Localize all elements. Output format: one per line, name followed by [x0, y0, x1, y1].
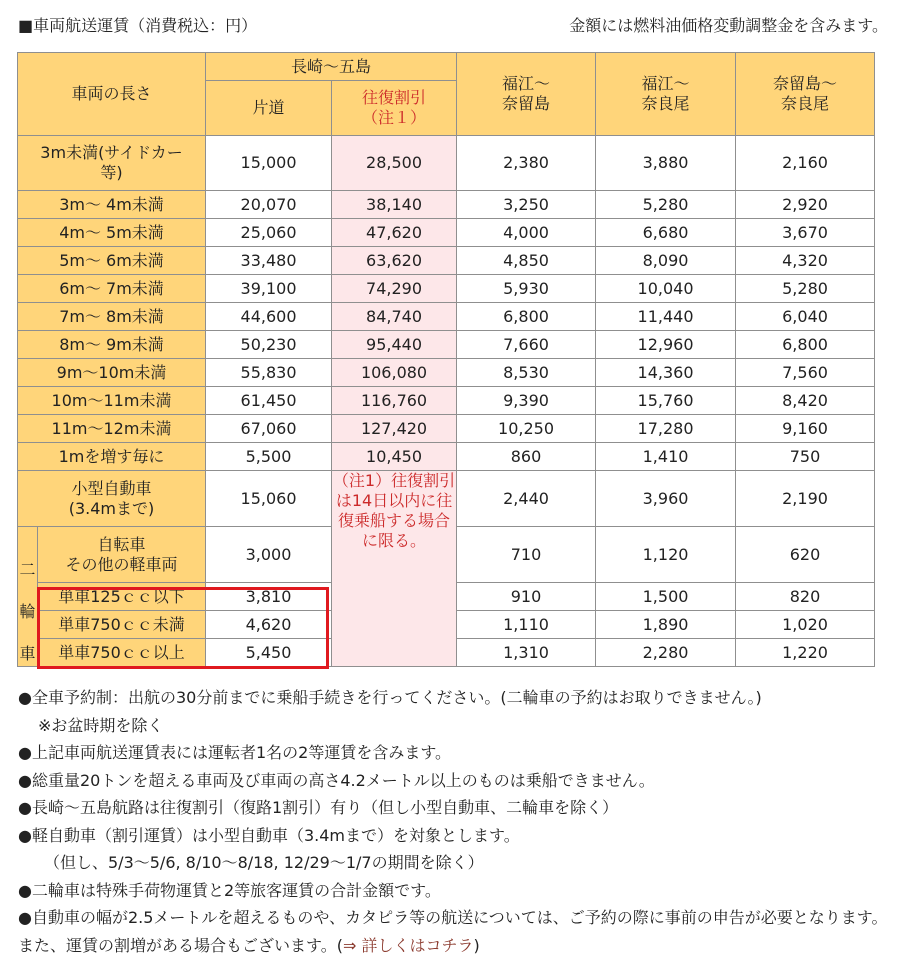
note-reservation: ●全車予約制：出航の30分前までに乗船手続きを行ってください。(二輪車の予約はお取りできません。): [18, 688, 762, 707]
naru-nara-cell: 6,040: [736, 303, 875, 331]
oneway-cell: 44,600: [206, 303, 332, 331]
fukue-nara-cell: 15,760: [596, 387, 736, 415]
fukue-nara-cell: 2,280: [596, 639, 736, 667]
round-trip-cell: 10,450: [332, 443, 457, 471]
table-row: [18, 247, 875, 275]
row-label-bicycle: 自転車 その他の軽車両: [38, 527, 206, 583]
row-label: 11m〜12m未満: [18, 415, 206, 443]
fukue-nara-cell: 1,890: [596, 611, 736, 639]
details-link[interactable]: ⇒ 詳しくはコチラ: [342, 935, 474, 955]
fukue-naru-cell: 1,110: [457, 611, 596, 639]
fukue-nara-cell: 1,120: [596, 527, 736, 583]
oneway-cell: 5,450: [206, 639, 332, 667]
fuel-surcharge-note: 金額には燃料油価格変動調整金を含みます。: [569, 16, 888, 35]
row-label: 6m〜 7m未満: [18, 275, 206, 303]
header-vehicle-length: 車両の長さ: [18, 53, 206, 136]
arrow-icon: ⇒: [342, 935, 362, 955]
fukue-naru-cell: 7,660: [457, 331, 596, 359]
oneway-cell: 61,450: [206, 387, 332, 415]
fukue-naru-cell: 5,930: [457, 275, 596, 303]
naru-nara-cell: 820: [736, 583, 875, 611]
table-row: [18, 136, 875, 191]
row-label: 4m〜 5m未満: [18, 219, 206, 247]
header-naru-nara: 奈留島〜 奈良尾: [736, 53, 875, 136]
oneway-cell: 3,000: [206, 527, 332, 583]
notes-list: [18, 684, 898, 959]
table-row: [18, 275, 875, 303]
fukue-nara-cell: 5,280: [596, 191, 736, 219]
oneway-cell: 3,810: [206, 583, 332, 611]
header-fukue-naru: 福江〜 奈留島: [457, 53, 596, 136]
naru-nara-cell: 1,020: [736, 611, 875, 639]
two-wheel-label: 二 輪 車: [18, 527, 38, 667]
fukue-naru-cell: 2,380: [457, 136, 596, 191]
header-fukue-nara: 福江〜 奈良尾: [596, 53, 736, 136]
table-row: [18, 359, 875, 387]
round-trip-cell: 106,080: [332, 359, 457, 387]
fukue-nara-cell: 8,090: [596, 247, 736, 275]
oneway-cell: 15,000: [206, 136, 332, 191]
round-trip-cell: 116,760: [332, 387, 457, 415]
note-weight-limit: ●総重量20トンを超える車両及び車両の高さ4.2メートル以上のものは乗船できません。: [18, 770, 655, 790]
naru-nara-cell: 8,420: [736, 387, 875, 415]
fukue-naru-cell: 860: [457, 443, 596, 471]
fukue-nara-cell: 17,280: [596, 415, 736, 443]
table-row: [18, 443, 875, 471]
note-obon: ※お盆時期を除く: [38, 715, 164, 735]
naru-nara-cell: 750: [736, 443, 875, 471]
fukue-naru-cell: 3,250: [457, 191, 596, 219]
oneway-cell: 55,830: [206, 359, 332, 387]
note-round-trip: ●長崎〜五島航路は往復割引（復路1割引）有り（但し小型自動車、二輪車を除く）: [18, 798, 619, 817]
fukue-naru-cell: 2,440: [457, 471, 596, 527]
header: [0, 0, 900, 52]
row-label: 8m〜 9m未満: [18, 331, 206, 359]
row-label: 9m〜10m未満: [18, 359, 206, 387]
header-oneway: 片道: [206, 81, 332, 136]
fukue-naru-cell: 10,250: [457, 415, 596, 443]
oneway-cell: 5,500: [206, 443, 332, 471]
oneway-cell: 39,100: [206, 275, 332, 303]
fukue-nara-cell: 14,360: [596, 359, 736, 387]
fukue-nara-cell: 1,500: [596, 583, 736, 611]
round-trip-cell: 95,440: [332, 331, 457, 359]
header-round-trip: 往復割引 （注１）: [332, 81, 457, 136]
row-label: 1mを増す毎に: [18, 443, 206, 471]
oneway-cell: 25,060: [206, 219, 332, 247]
fukue-naru-cell: 4,000: [457, 219, 596, 247]
naru-nara-cell: 9,160: [736, 415, 875, 443]
oneway-cell: 33,480: [206, 247, 332, 275]
table-row: [18, 303, 875, 331]
round-trip-cell: 127,420: [332, 415, 457, 443]
table-row: [18, 219, 875, 247]
row-label: 10m〜11m未満: [18, 387, 206, 415]
row-label: 3m〜 4m未満: [18, 191, 206, 219]
round-trip-cell: 28,500: [332, 136, 457, 191]
naru-nara-cell: 1,220: [736, 639, 875, 667]
naru-nara-cell: 6,800: [736, 331, 875, 359]
fukue-nara-cell: 3,960: [596, 471, 736, 527]
note-driver-fare: ●上記車両航送運賃表には運転者1名の2等運賃を含みます。: [18, 743, 452, 762]
naru-nara-cell: 2,190: [736, 471, 875, 527]
fukue-nara-cell: 10,040: [596, 275, 736, 303]
fukue-naru-cell: 4,850: [457, 247, 596, 275]
row-label: 単車750ｃｃ未満: [38, 611, 206, 639]
oneway-cell: 50,230: [206, 331, 332, 359]
header-nagasaki-goto: 長崎〜五島: [206, 53, 457, 81]
naru-nara-cell: 620: [736, 527, 875, 583]
note-two-wheel: ●二輪車は特殊手荷物運賃と2等旅客運賃の合計金額です。: [18, 880, 441, 900]
fukue-nara-cell: 3,880: [596, 136, 736, 191]
oneway-cell: 15,060: [206, 471, 332, 527]
table-row: [18, 387, 875, 415]
row-label: 単車750ｃｃ以上: [38, 639, 206, 667]
round-trip-cell: 63,620: [332, 247, 457, 275]
row-label: 7m〜 8m未満: [18, 303, 206, 331]
row-label: 3m未満(サイドカー 等): [18, 136, 206, 191]
naru-nara-cell: 7,560: [736, 359, 875, 387]
fukue-nara-cell: 6,680: [596, 219, 736, 247]
fukue-nara-cell: 1,410: [596, 443, 736, 471]
table-row: [18, 415, 875, 443]
fukue-naru-cell: 710: [457, 527, 596, 583]
fukue-naru-cell: 9,390: [457, 387, 596, 415]
row-label: 5m〜 6m未満: [18, 247, 206, 275]
fukue-naru-cell: 6,800: [457, 303, 596, 331]
naru-nara-cell: 2,160: [736, 136, 875, 191]
oneway-cell: 20,070: [206, 191, 332, 219]
note-kei-car: ●軽自動車（割引運賃）は小型自動車（3.4mまで）を対象とします。: [18, 825, 520, 845]
round-trip-cell: 84,740: [332, 303, 457, 331]
fukue-nara-cell: 12,960: [596, 331, 736, 359]
page-title: ■車両航送運賃（消費税込：円）: [18, 16, 258, 35]
vehicle-fare-table: [17, 52, 875, 667]
round-trip-cell: 47,620: [332, 219, 457, 247]
oneway-cell: 4,620: [206, 611, 332, 639]
fukue-naru-cell: 910: [457, 583, 596, 611]
round-trip-cell: 74,290: [332, 275, 457, 303]
table-row: [18, 471, 875, 527]
table-row: [18, 191, 875, 219]
round-trip-cell: 38,140: [332, 191, 457, 219]
naru-nara-cell: 2,920: [736, 191, 875, 219]
oneway-cell: 67,060: [206, 415, 332, 443]
fukue-nara-cell: 11,440: [596, 303, 736, 331]
naru-nara-cell: 5,280: [736, 275, 875, 303]
fukue-naru-cell: 8,530: [457, 359, 596, 387]
table-row: [18, 331, 875, 359]
fukue-naru-cell: 1,310: [457, 639, 596, 667]
row-label-small-car: 小型自動車 (3.4mまで): [18, 471, 206, 527]
note-kei-car-exception: （但し、5/3〜5/6, 8/10〜8/18, 12/29〜1/7の期間を除く）: [44, 853, 484, 872]
round-trip-note: （注1）往復割引は14日以内に往復乗船する場合に限る。: [332, 471, 457, 667]
naru-nara-cell: 4,320: [736, 247, 875, 275]
naru-nara-cell: 3,670: [736, 219, 875, 247]
row-label: 単車125ｃｃ以下: [38, 583, 206, 611]
note-wide-vehicle: ●自動車の幅が2.5メートルを超えるものや、カタピラ等の航送については、ご予約の際に事前の申告が必要となります。また、運賃の割増がある場合もございます。(⇒ 詳しくはコチラ): [18, 908, 888, 955]
